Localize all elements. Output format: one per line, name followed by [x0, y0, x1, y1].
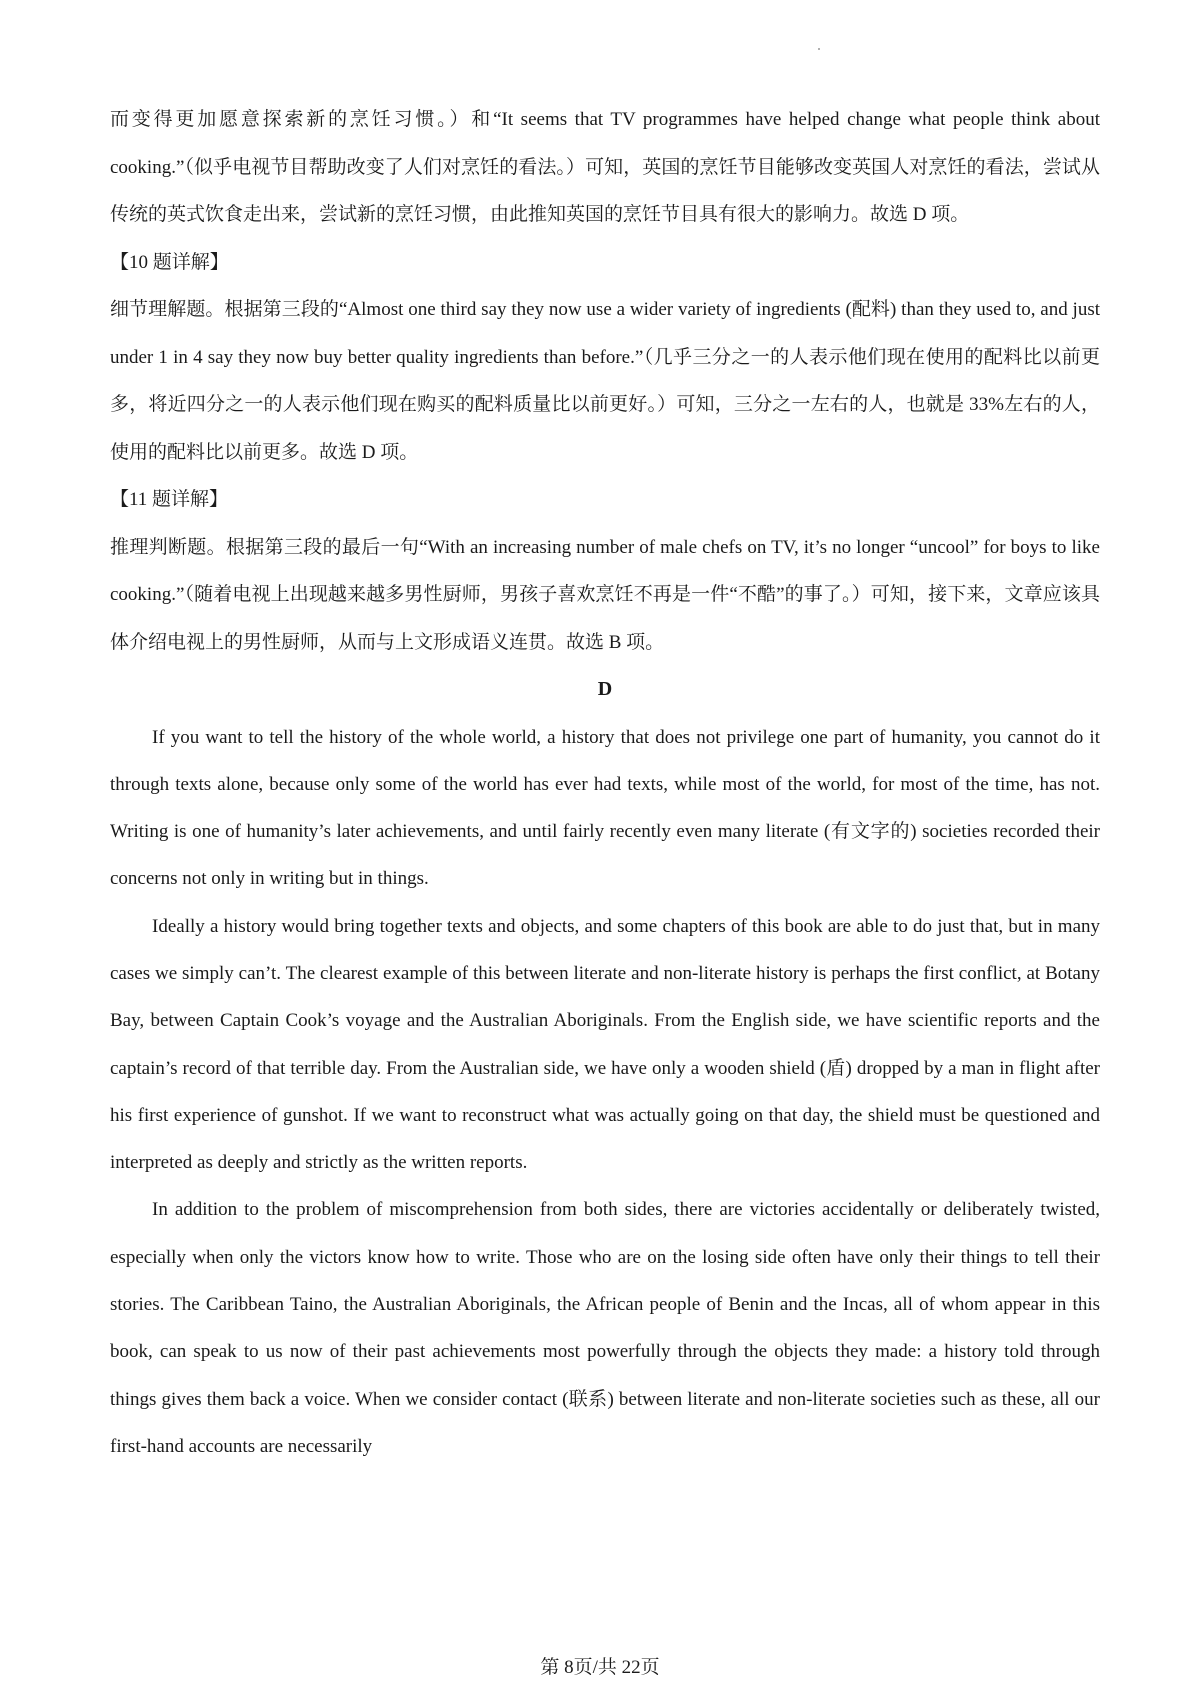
passage-d-paragraph-2: Ideally a history would bring together texts and objects, and some chapters of this book are able to do just that, but in many cases we simply can’t. The clearest example of this between literate and non-literate history is perhaps the first conflict, at Botany Bay, between Captain Cook’s voyage and the Australian Aboriginals. From the English side, we have scientific reports and the captain’s record of that terrible day. From the Australian side, we have only a wooden shield (盾) dropped by a man in flight after his first experience of gunshot. If we want to reconstruct what was actually going on that day, the shield must be questioned and interpreted as deeply and strictly as the written reports. [110, 915, 1100, 1174]
stray-mark [818, 48, 820, 50]
q11-heading: 【11 题详解】 [110, 489, 229, 510]
q11-explanation: 推理判断题。根据第三段的最后一句“With an increasing number of male chefs on TV, it’s no longer “uncool” for boys to like cooking.”（随着电视上出现越来越多男性厨师，男孩子喜欢烹饪不再是一件“不酷”的事了。）可知，接下来，文章应该具体介绍电视上的男性厨师，从而与上文形成语义连贯。故选 B 项。 [110, 536, 1100, 653]
q10-explanation: 细节理解题。根据第三段的“Almost one third say they now use a wider variety of ingredients (配料) than they used to, and just under 1 in 4 say they now buy better quality ingredients than before.”（几乎三分之一的人表示他们现在使用的配料比以前更多，将近四分之一的人表示他们现在购买的配料质量比以前更好。）可知，三分之一左右的人，也就是 33%左右的人，使用的配料比以前更多。故选 D 项。 [110, 299, 1100, 463]
q10-heading: 【10 题详解】 [110, 251, 229, 273]
passage-d-paragraph-1: If you want to tell the history of the whole world, a history that does not privilege one part of humanity, you cannot do it through texts alone, because only some of the world has ever had texts, while most of the world, for most of the time, has not. Writing is one of humanity’s later achievements, and until fairly recently even many literate (有文字的) societies recorded their concerns not only in writing but in things. [110, 726, 1100, 890]
passage-d-paragraph-3: In addition to the problem of miscomprehension from both sides, there are victories accidentally or deliberately twisted, especially when only the victors know how to write. Those who are on the losing side often have only their things to tell their stories. The Caribbean Taino, the Australian Aboriginals, the African people of Benin and the Incas, all of whom appear in this book, can speak to us now of their past achievements most powerfully through the objects they made: a history told through things gives them back a voice. When we consider contact (联系) between literate and non-literate societies such as these, all our first-hand accounts are necessarily [110, 1199, 1100, 1457]
page-number-footer: 第 8页/共 22页 [540, 1657, 660, 1678]
page-content [110, 96, 1100, 1470]
passage-d-heading: D [597, 678, 613, 700]
q9-explanation-continuation: 而变得更加愿意探索新的烹饪习惯。）和“It seems that TV programmes have helped change what people think about cooking.”（似乎电视节目帮助改变了人们对烹饪的看法。）可知，英国的烹饪节目能够改变英国人对烹饪的看法，尝试从传统的英式饮食走出来，尝试新的烹饪习惯，由此推知英国的烹饪节目具有很大的影响力。故选 D 项。 [110, 109, 1100, 225]
passage-d-body [110, 714, 1100, 1471]
